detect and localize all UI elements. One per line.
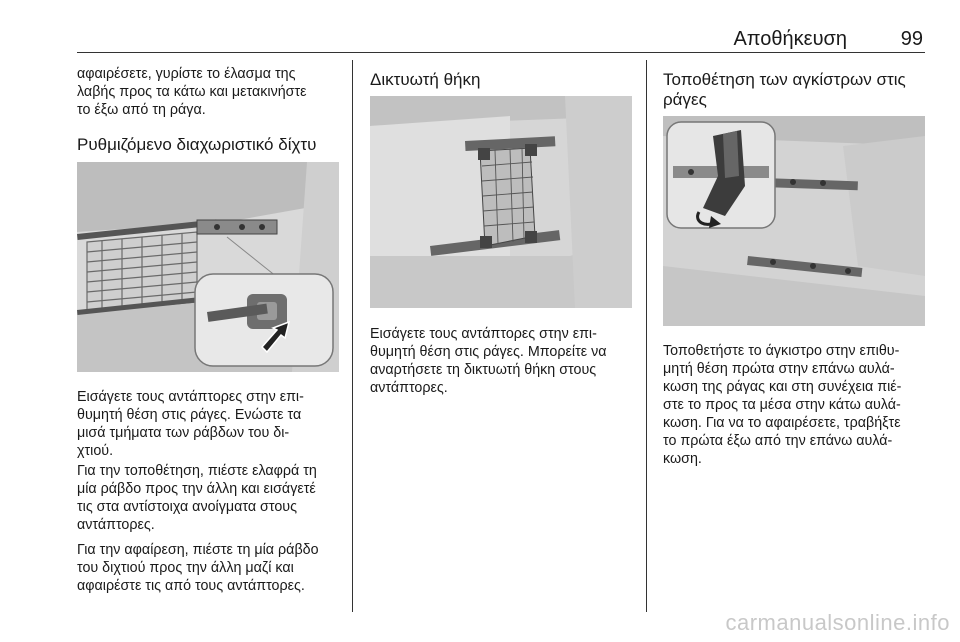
paragraph-hooks-1 <box>663 342 933 468</box>
text-line: το πρώτα έξω από την επάνω αυλά- <box>663 433 893 449</box>
section-heading: Ρυθμιζόμενο διαχωριστικό δίχτυ <box>77 135 317 154</box>
intro-line: το έξω από τη ράγα. <box>77 102 206 118</box>
section-heading: Δικτυωτή θήκη <box>370 70 481 89</box>
page-number: 99 <box>900 28 923 50</box>
text-line: Εισάγετε τους αντάπτορες στην επι- <box>77 389 304 405</box>
figure-hooks <box>663 116 925 326</box>
column-divider-1 <box>352 60 353 612</box>
text-line: θυμητή θέση στις ράγες. Μπορείτε να <box>370 344 607 360</box>
text-line: Για την τοποθέτηση, πιέστε ελαφρά τη <box>77 463 317 479</box>
text-line: αντάπτορες. <box>370 380 448 396</box>
column-1 <box>77 65 345 119</box>
section-heading: Τοποθέτηση των αγκίστρων στις <box>663 70 906 89</box>
text-line: μία ράβδο προς την άλλη και εισάγετέ <box>77 481 316 497</box>
paragraph-net-1 <box>77 388 345 460</box>
intro-line: λαβής προς τα κάτω και μετακινήστε <box>77 84 307 100</box>
text-line: αντάπτορες. <box>77 517 155 533</box>
page-header <box>77 26 925 52</box>
section-heading-hooks <box>663 70 933 110</box>
page-title: Αποθήκευση <box>733 28 847 50</box>
text-line: χτιού. <box>77 443 114 459</box>
paragraph-net-2 <box>77 462 345 534</box>
text-line: μητή θέση πρώτα στην επάνω αυλά- <box>663 361 895 377</box>
text-line: θυμητή θέση στις ράγες. Ενώστε τα <box>77 407 302 423</box>
text-line: του διχτιού προς την άλλη μαζί και <box>77 560 294 576</box>
text-line: κωση. <box>663 451 702 467</box>
figure-divider-net <box>77 162 339 372</box>
watermark: carmanualsonline.info <box>725 610 950 635</box>
text-line: Τοποθετήστε το άγκιστρο στην επιθυ- <box>663 343 900 359</box>
figure-net-pocket <box>370 96 632 308</box>
text-line: αφαιρέστε τις από τους αντάπτορες. <box>77 578 305 594</box>
text-line: κωση. Για να το αφαιρέσετε, τραβήξτε <box>663 415 901 431</box>
text-line: μισά τμήματα των ράβδων του δι- <box>77 425 290 441</box>
intro-line: αφαιρέσετε, γυρίστε το έλασμα της <box>77 66 296 82</box>
column-divider-2 <box>646 60 647 612</box>
text-line: στε το προς τα μέσα στην κάτω αυλά- <box>663 397 901 413</box>
text-line: τις στα αντίστοιχα ανοίγματα στους <box>77 499 297 515</box>
text-line: κωση της ράγας και στη συνέχεια πιέ- <box>663 379 902 395</box>
paragraph-net-3 <box>77 541 345 595</box>
paragraph-pocket-1 <box>370 325 638 397</box>
section-heading-net <box>77 135 345 155</box>
header-rule <box>77 52 925 53</box>
section-heading-pocket <box>370 70 638 90</box>
section-heading: ράγες <box>663 90 707 109</box>
text-line: αναρτήσετε τη δικτυωτή θήκη στους <box>370 362 597 378</box>
text-line: Για την αφαίρεση, πιέστε τη μία ράβδο <box>77 542 319 558</box>
text-line: Εισάγετε τους αντάπτορες στην επι- <box>370 326 597 342</box>
